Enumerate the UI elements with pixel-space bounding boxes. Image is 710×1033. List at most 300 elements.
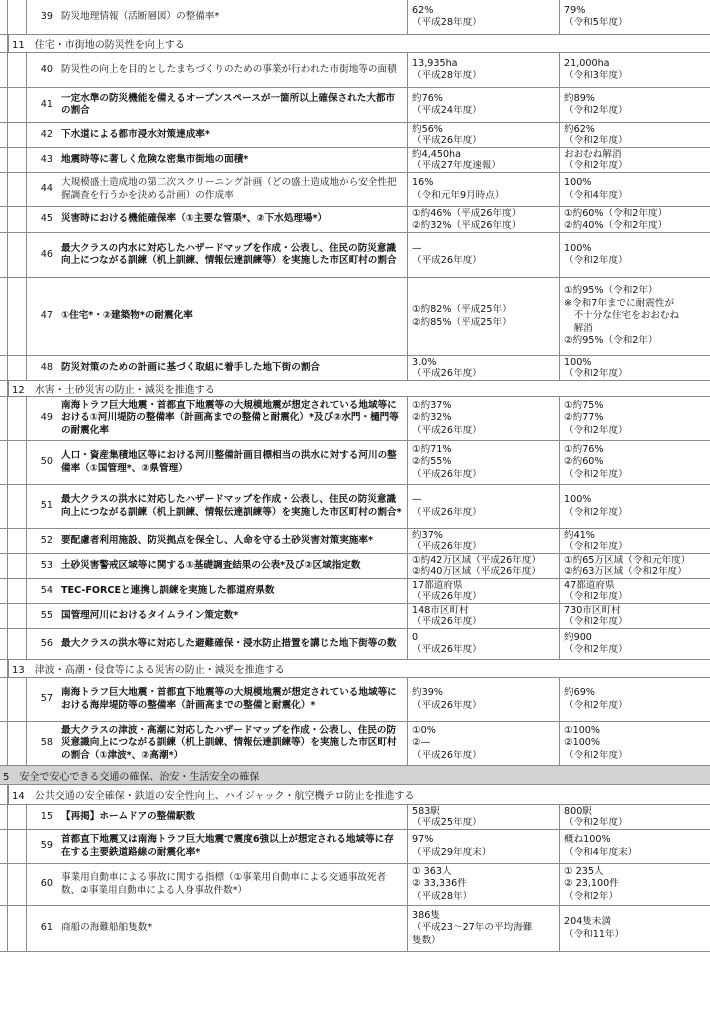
gutter (8, 207, 27, 232)
gutter (0, 604, 8, 628)
table-row (0, 579, 710, 604)
gutter (0, 123, 8, 147)
gutter (8, 173, 27, 206)
target-line: 204隻未満 (564, 916, 612, 928)
indicator-name-text: 南海トラフ巨大地震・首都直下地震等の大規模地震が想定されている地域等における海岸堤防等の整備率（計画高までの整備と耐震化）* (61, 687, 397, 711)
item-number: 51 (40, 500, 53, 512)
item-number: 59 (40, 840, 53, 852)
baseline-line: 約76% (412, 92, 443, 104)
table-row (0, 278, 710, 356)
indicator-name-text: 最大クラスの津波・高潮に対応したハザードマップを作成・公表し、住民の防災意識向上につながる訓練（机上訓練、情報伝達訓練等）を実施した市区町村の割合（①津波*、②高潮*） (61, 724, 397, 761)
table-row (0, 805, 710, 830)
gutter (8, 722, 27, 765)
indicator-name (57, 906, 408, 951)
table-row (0, 207, 710, 233)
baseline-line: 386隻 (412, 909, 440, 921)
target-line: （令和3年度） (564, 70, 628, 81)
gutter (0, 88, 8, 122)
baseline-line: （平成24年度） (412, 105, 482, 116)
baseline-value (408, 485, 560, 528)
baseline-line: 3.0% (412, 357, 437, 368)
gutter (0, 148, 8, 172)
target-line: ②約40%（令和2年度） (564, 219, 668, 231)
table-row (0, 906, 710, 952)
gutter (0, 278, 8, 355)
baseline-line: （平成28年度） (412, 70, 482, 81)
indicator-name-text: 要配慮者利用施設、防災拠点を保全し、人命を守る土砂災害対策実施率* (61, 534, 374, 546)
table-row (0, 88, 710, 123)
target-value (560, 397, 710, 440)
table-row (0, 0, 710, 35)
indicator-name (57, 278, 408, 355)
target-line: 730市区町村 (564, 605, 621, 616)
gutter (8, 529, 27, 553)
target-line: （令和2年度） (564, 644, 628, 655)
indicator-name-text: 商船の海難船舶隻数* (61, 922, 153, 934)
table-row (0, 485, 710, 529)
baseline-line: 約37% (412, 530, 443, 541)
baseline-line: ①0% (412, 724, 436, 736)
baseline-line: （平成23～27年の平均海難 (412, 922, 533, 934)
target-value (560, 485, 710, 528)
indicator-name (57, 233, 408, 277)
target-line: 100% (564, 357, 592, 368)
baseline-line: （平成26年度） (412, 616, 482, 627)
baseline-line: ① 363人 (412, 865, 452, 877)
gutter (8, 0, 27, 34)
target-line: ②約95%（令和2年） (564, 335, 658, 347)
target-value (560, 805, 710, 829)
baseline-line: （平成26年度） (412, 749, 482, 761)
indicator-name-text: 防災地理情報（活断層図）の整備率* (61, 10, 220, 22)
table-row (0, 53, 710, 88)
item-number: 49 (40, 412, 53, 424)
gutter (0, 53, 8, 87)
target-line: ②約60% (564, 456, 604, 468)
indicator-name (57, 722, 408, 765)
baseline-line: — (412, 242, 422, 254)
gutter (0, 906, 8, 951)
baseline-line: ①約42万区域（平成26年度） (412, 555, 541, 566)
indicator-name (57, 173, 408, 206)
baseline-value (408, 678, 560, 721)
target-line: 不十分な住宅をおおむね (564, 310, 680, 322)
item-number: 48 (40, 361, 53, 373)
indicator-name-text: 大規模盛土造成地の第二次スクリーニング計画（どの盛土造成地から安全性把握調査を行うかを決める計画）の作成率 (61, 177, 397, 201)
gutter (0, 805, 8, 829)
target-value (560, 0, 710, 34)
target-line: （令和5年度） (564, 17, 628, 28)
target-line: ※令和7年までに耐震性が (564, 297, 675, 309)
item-number: 58 (40, 737, 53, 749)
baseline-line: ①約71% (412, 443, 452, 455)
indicator-name-text: 一定水準の防災機能を備えるオープンスペースが一箇所以上確保された大都市の割合 (61, 92, 396, 116)
indicator-name (57, 88, 408, 122)
gutter (0, 678, 8, 721)
indicator-name-text: 土砂災害警戒区域等に関する①基礎調査結果の公表*及び②区域指定数 (61, 559, 361, 571)
baseline-line: ②約85%（平成25年） (412, 316, 512, 328)
indicator-name (57, 148, 408, 172)
target-line: 100% (564, 177, 592, 189)
target-line: 約89% (564, 92, 595, 104)
target-value (560, 579, 710, 603)
baseline-line: （平成25年度） (412, 817, 482, 828)
table-row (0, 678, 710, 722)
target-value (560, 864, 710, 905)
gutter (8, 123, 27, 147)
indicator-name (57, 397, 408, 440)
baseline-line: 約56% (412, 124, 443, 135)
baseline-value (408, 830, 560, 863)
target-value (560, 123, 710, 147)
indicator-name-text: 災害時における機能確保率（①主要な管渠*、②下水処理場*） (61, 213, 328, 225)
indicator-name-text: 防災対策のための計画に基づく取組に着手した地下街の割合 (61, 361, 321, 373)
target-line: （令和2年度） (564, 591, 628, 602)
item-number: 45 (40, 213, 53, 225)
item-number: 50 (40, 456, 53, 468)
section-title: 13 津波・高潮・侵食等による災害の防止・減災を推進する (8, 660, 285, 677)
baseline-line: （平成28年度） (412, 17, 482, 28)
gutter (0, 233, 8, 277)
gutter (8, 554, 27, 578)
target-value (560, 207, 710, 232)
target-line: （令和2年度） (564, 541, 628, 552)
indicator-name-text: 下水道による都市浸水対策達成率* (61, 128, 210, 140)
target-line: 21,000ha (564, 57, 610, 69)
target-value (560, 529, 710, 553)
baseline-value (408, 629, 560, 659)
indicator-name (57, 604, 408, 628)
gutter (8, 629, 27, 659)
target-line: （令和2年度） (564, 105, 628, 116)
item-number: 61 (40, 922, 53, 934)
target-value (560, 278, 710, 355)
gutter (8, 830, 27, 863)
indicator-name (57, 830, 408, 863)
target-line: 約41% (564, 530, 595, 541)
target-value (560, 233, 710, 277)
item-number: 40 (40, 63, 53, 75)
indicator-name (57, 441, 408, 484)
baseline-line: 97% (412, 834, 434, 846)
target-line: ① 235人 (564, 865, 604, 877)
baseline-value (408, 906, 560, 951)
baseline-value (408, 0, 560, 34)
indicator-name (57, 529, 408, 553)
target-value (560, 678, 710, 721)
item-number: 54 (40, 584, 53, 596)
baseline-line: （平成26年度） (412, 699, 482, 711)
target-line: （令和4年度末） (564, 846, 638, 858)
gutter (8, 278, 27, 355)
target-value (560, 441, 710, 484)
target-line: （令和2年度） (564, 468, 628, 480)
gutter (8, 604, 27, 628)
gutter (0, 397, 8, 440)
indicator-name-text: 人口・資産集積地区等における河川整備計画目標相当の洪水に対する河川の整備率（①国管理*、②県管理） (61, 450, 397, 474)
indicator-name-text: 防災性の向上を目的としたまちづくりのための事業が行われた市街地等の面積 (61, 63, 397, 75)
baseline-value (408, 148, 560, 172)
baseline-line: 約39% (412, 687, 443, 699)
target-value (560, 88, 710, 122)
baseline-line: 0 (412, 631, 419, 643)
indicator-name (57, 123, 408, 147)
target-line: （令和2年度） (564, 368, 628, 379)
baseline-line: ①約46%（平成26年度） (412, 208, 522, 219)
baseline-value (408, 278, 560, 355)
baseline-line: （平成26年度） (412, 506, 482, 518)
item-number: 47 (40, 310, 53, 322)
gutter (8, 148, 27, 172)
target-line: ②約77% (564, 412, 604, 424)
table-row (0, 830, 710, 864)
baseline-line: 16% (412, 177, 434, 189)
baseline-line: （平成26年度） (412, 541, 482, 552)
baseline-value (408, 123, 560, 147)
indicator-name (57, 356, 408, 380)
item-number: 44 (40, 183, 53, 195)
indicator-name (57, 207, 408, 232)
baseline-line: ①約82%（平成25年） (412, 304, 512, 316)
baseline-line: ①約37% (412, 399, 452, 411)
table-row (0, 529, 710, 554)
gutter (8, 356, 27, 380)
indicator-name-text: ①住宅*・②建築物*の耐震化率 (61, 310, 193, 322)
section-title: 11 住宅・市街地の防災性を向上する (8, 35, 185, 52)
item-number: 55 (40, 609, 53, 621)
baseline-value (408, 604, 560, 628)
baseline-value (408, 579, 560, 603)
gutter (8, 397, 27, 440)
gutter (0, 529, 8, 553)
item-number: 41 (40, 98, 53, 110)
target-line: ①約76% (564, 443, 604, 455)
target-value (560, 148, 710, 172)
target-line: ①約95%（令和2年） (564, 285, 658, 297)
table-row (0, 554, 710, 579)
indicator-name-text: 首都直下地震又は南海トラフ巨大地震で震度6強以上が想定される地域等に存在する主要鉄道路線の耐震化率* (61, 834, 394, 858)
target-line: （令和2年度） (564, 817, 628, 828)
baseline-line: ②約40万区域（平成26年度） (412, 566, 541, 577)
indicator-name-text: 地震時等に著しく危険な密集市街地の面積* (61, 153, 249, 165)
item-number: 42 (40, 128, 53, 140)
baseline-line: （平成26年度） (412, 424, 482, 436)
indicator-name (57, 53, 408, 87)
indicator-name (57, 678, 408, 721)
baseline-value (408, 397, 560, 440)
item-number: 53 (40, 559, 53, 571)
indicator-name (57, 864, 408, 905)
item-number: 52 (40, 534, 53, 546)
item-number: 39 (40, 10, 53, 22)
gutter (0, 660, 8, 677)
target-line: （令和2年度） (564, 506, 628, 518)
target-line: 100% (564, 242, 592, 254)
table-row (0, 123, 710, 148)
item-number: 15 (40, 810, 53, 822)
baseline-line: （平成26年度） (412, 368, 482, 379)
indicator-name-text: 南海トラフ巨大地震・首都直下地震等の大規模地震が想定されている地域等における①河川堤防の整備率（計画高までの整備と耐震化）*及び②水門・樋門等の耐震化率 (61, 399, 399, 436)
target-line: ①100% (564, 724, 601, 736)
baseline-line: （平成26年度） (412, 135, 482, 146)
target-line: ②約63万区域（令和2年度） (564, 566, 687, 577)
target-line: ②100% (564, 737, 601, 749)
baseline-line: ② 33,336件 (412, 878, 467, 890)
target-line: 800駅 (564, 806, 592, 817)
baseline-line: ②約32% (412, 412, 452, 424)
target-value (560, 554, 710, 578)
target-line: 約69% (564, 687, 595, 699)
gutter (8, 233, 27, 277)
section-title: 12 水害・土砂災害の防止・減災を推進する (8, 381, 215, 396)
section-title: 14 公共交通の安全確保・鉄道の安全性向上、ハイジャック・航空機テロ防止を推進する (8, 785, 415, 804)
gutter (8, 53, 27, 87)
section-header-row (0, 381, 710, 397)
target-line: （令和2年度） (564, 255, 628, 266)
target-line: ② 23,100件 (564, 878, 619, 890)
baseline-line: 62% (412, 4, 434, 16)
target-value (560, 629, 710, 659)
baseline-value (408, 864, 560, 905)
gutter (8, 88, 27, 122)
item-number: 46 (40, 248, 53, 260)
table-row (0, 629, 710, 660)
target-line: 100% (564, 494, 592, 506)
baseline-line: （平成28年） (412, 890, 473, 902)
gutter (0, 35, 8, 52)
baseline-line: ②— (412, 737, 431, 749)
target-value (560, 356, 710, 380)
gutter (0, 381, 8, 396)
baseline-line: 17都道府県 (412, 580, 463, 591)
gutter (0, 785, 8, 804)
gutter (0, 629, 8, 659)
gutter (8, 805, 27, 829)
target-line: ①約60%（令和2年度） (564, 208, 668, 219)
target-line: おおむね解消 (564, 149, 622, 160)
gutter (0, 722, 8, 765)
section-header-row (0, 660, 710, 678)
target-line: （令和2年度） (564, 160, 628, 171)
baseline-value (408, 554, 560, 578)
gutter (8, 864, 27, 905)
target-value (560, 604, 710, 628)
baseline-line: 583駅 (412, 806, 440, 817)
baseline-value (408, 356, 560, 380)
baseline-value (408, 233, 560, 277)
target-line: 約62% (564, 124, 595, 135)
baseline-line: （平成26年度） (412, 591, 482, 602)
table-row (0, 864, 710, 906)
indicator-name (57, 0, 408, 34)
table-row (0, 397, 710, 441)
target-value (560, 906, 710, 951)
baseline-line: （平成26年度） (412, 468, 482, 480)
baseline-line: （平成27年度速報） (412, 160, 501, 171)
section-header-row (0, 785, 710, 805)
baseline-line: 148市区町村 (412, 605, 469, 616)
gutter (0, 485, 8, 528)
baseline-line: （令和元年9月時点） (412, 189, 505, 201)
indicator-name-text: 最大クラスの洪水等に対応した避難確保・浸水防止措置を講じた地下街等の数 (61, 637, 397, 649)
table-row (0, 356, 710, 381)
gutter (0, 579, 8, 603)
baseline-value (408, 88, 560, 122)
target-line: 約900 (564, 631, 592, 643)
table-row (0, 722, 710, 766)
item-number: 43 (40, 153, 53, 165)
baseline-value (408, 53, 560, 87)
target-value (560, 722, 710, 765)
gutter (0, 554, 8, 578)
indicator-name-text: 国管理河川におけるタイムライン策定数* (61, 609, 239, 621)
target-line: （令和2年度） (564, 699, 628, 711)
gutter (8, 906, 27, 951)
baseline-value (408, 441, 560, 484)
baseline-line: 13,935ha (412, 57, 458, 69)
indicator-name-text: TEC-FORCEと連携し訓練を実施した都道府県数 (61, 584, 275, 596)
table-row (0, 441, 710, 485)
indicator-name-text: 【再掲】ホームドアの整備駅数 (61, 810, 196, 822)
indicator-name (57, 485, 408, 528)
table-row (0, 604, 710, 629)
category-header-row (0, 766, 710, 785)
table-row (0, 173, 710, 207)
baseline-value (408, 529, 560, 553)
target-line: 解消 (564, 322, 593, 334)
target-line: （令和2年度） (564, 616, 628, 627)
baseline-line: ②約32%（平成26年度） (412, 219, 522, 231)
target-line: （令和2年度） (564, 424, 628, 436)
baseline-line: — (412, 494, 422, 506)
target-line: ①約75% (564, 399, 604, 411)
target-line: （令和2年度） (564, 135, 628, 146)
target-line: （令和2年） (564, 890, 619, 902)
baseline-value (408, 722, 560, 765)
gutter (0, 0, 8, 34)
target-line: （令和11年） (564, 928, 625, 940)
baseline-line: ②約55% (412, 456, 452, 468)
gutter (0, 864, 8, 905)
table-row (0, 233, 710, 278)
gutter (0, 207, 8, 232)
indicator-name-text: 最大クラスの内水に対応したハザードマップを作成・公表し、住民の防災意識向上につながる訓練（机上訓練、情報伝達訓練等）を実施した市区町村の割合 (61, 242, 397, 266)
baseline-value (408, 173, 560, 206)
gutter (8, 485, 27, 528)
gutter (0, 173, 8, 206)
baseline-line: 隻数） (412, 934, 441, 946)
indicator-name (57, 579, 408, 603)
target-line: ①約65万区域（令和元年度） (564, 555, 691, 566)
baseline-line: （平成29年度末） (412, 846, 492, 858)
target-line: 概ね100% (564, 834, 611, 846)
gutter (0, 441, 8, 484)
baseline-value (408, 207, 560, 232)
baseline-line: （平成26年度） (412, 644, 482, 655)
section-header-row (0, 35, 710, 53)
indicator-name-text: 事業用自動車による事故に関する指標（①事業用自動車による交通事故死者数、②事業用自動車による人身事故件数*） (61, 872, 387, 896)
target-value (560, 173, 710, 206)
target-line: 79% (564, 4, 586, 16)
gutter (0, 830, 8, 863)
target-line: （令和4年度） (564, 189, 628, 201)
item-number: 57 (40, 693, 53, 705)
gutter (8, 441, 27, 484)
indicator-name-text: 最大クラスの洪水に対応したハザードマップを作成・公表し、住民の防災意識向上につながる訓練（机上訓練、情報伝達訓練等）を実施した市区町村の割合* (61, 494, 402, 518)
target-value (560, 830, 710, 863)
indicator-name (57, 629, 408, 659)
target-line: （令和2年度） (564, 749, 628, 761)
